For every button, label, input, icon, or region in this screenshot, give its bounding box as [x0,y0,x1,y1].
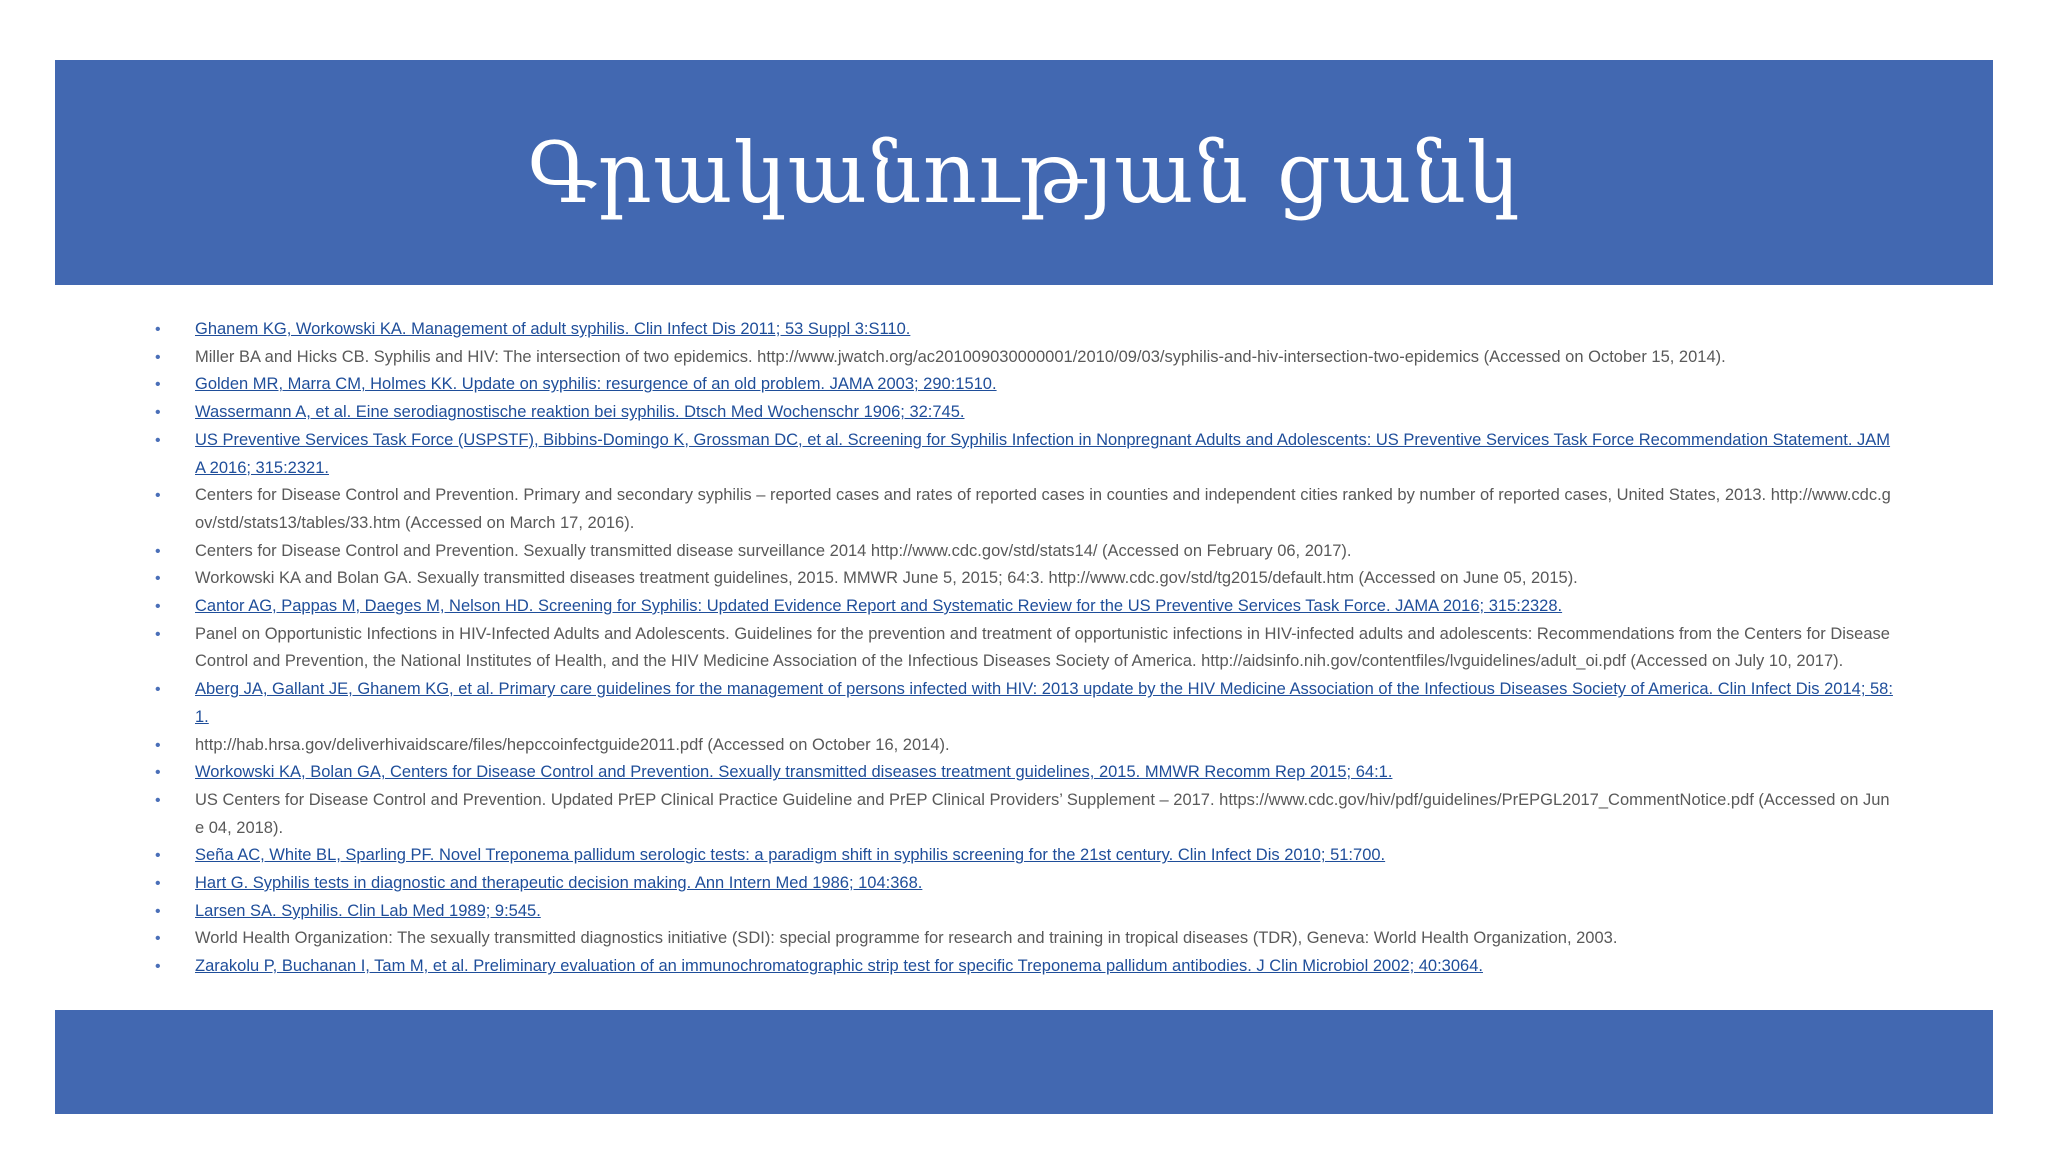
reference-link[interactable]: Ghanem KG, Workowski KA. Management of adult syphilis. Clin Infect Dis 2011; 53 Suppl 3:S110. [195,320,911,338]
bullet-icon: • [155,542,161,560]
bullet-icon: • [155,764,161,782]
reference-item [150,593,1895,621]
slide-title: Գրականության ցանկ [527,123,1521,222]
bullet-icon: • [155,625,161,643]
reference-text: http://hab.hrsa.gov/deliverhivaidscare/files/hepccoinfectguide2011.pdf (Accessed on October 16, 2014). [195,735,950,754]
reference-item [150,316,1895,344]
bullet-icon: • [155,348,161,366]
bullet-icon: • [155,487,161,505]
bullet-icon: • [155,681,161,699]
bullet-icon: • [155,791,161,809]
reference-item [150,399,1895,427]
reference-item [150,565,1895,593]
reference-text: Panel on Opportunistic Infections in HIV-Infected Adults and Adolescents. Guidelines for the prevention and treatment of opportunistic infections in HIV-infected adults and adolescents: Recommendations from the Centers for Disease Control and Prevention, the National Institutes of Health, and the HIV Medicine Association of the Infectious Diseases Society of America. http://aidsinfo.nih.gov/contentfiles/lvguidelines/adult_oi.pdf (Accessed on July 10, 2017). [195,624,1890,671]
reference-link[interactable]: Zarakolu P, Buchanan I, Tam M, et al. Preliminary evaluation of an immunochromatographic strip test for specific Treponema pallidum antibodies. J Clin Microbiol 2002; 40:3064. [195,957,1483,976]
reference-link[interactable]: Cantor AG, Pappas M, Daeges M, Nelson HD. Screening for Syphilis: Updated Evidence Report and Systematic Review for the US Preventive Services Task Force. JAMA 2016; 315:2328. [195,597,1563,616]
reference-item [150,787,1895,842]
bullet-icon: • [155,404,161,422]
bullet-icon: • [155,376,161,394]
reference-text: World Health Organization: The sexually transmitted diagnostics initiative (SDI): special programme for research and training in tropical diseases (TDR), Geneva: World Health Organization, 2003. [195,929,1618,948]
reference-item [150,925,1895,953]
reference-item [150,482,1895,537]
reference-text: US Centers for Disease Control and Prevention. Updated PrEP Clinical Practice Guideline and PrEP Clinical Providers’ Supplement – 2017. https://www.cdc.gov/hiv/pdf/guidelines/PrEPGL2017_CommentNotice.pdf (Accessed on June 04, 2018). [195,790,1890,837]
bullet-icon: • [155,930,161,948]
bullet-icon: • [155,431,161,449]
reference-item [150,621,1895,676]
reference-link[interactable]: Larsen SA. Syphilis. Clin Lab Med 1989; 9:545. [195,901,541,920]
bullet-icon: • [155,902,161,920]
bullet-icon: • [155,958,161,976]
reference-text: Centers for Disease Control and Prevention. Primary and secondary syphilis – reported cases and rates of reported cases in counties and independent cities ranked by number of reported cases, United States, 2013. http://www.cdc.gov/std/stats13/tables/33.htm (Accessed on March 17, 2016). [195,486,1891,532]
reference-list [150,316,1895,981]
footer-band [55,1010,1993,1114]
reference-link[interactable]: US Preventive Services Task Force (USPSTF), Bibbins-Domingo K, Grossman DC, et al. Screening for Syphilis Infection in Nonpregnant Adults and Adolescents: US Preventive Services Task Force Recommendation Statement. JAMA 2016; 315:2321. [195,430,1891,477]
reference-item [150,538,1895,566]
reference-item [150,842,1895,870]
bullet-icon: • [155,570,161,588]
reference-link[interactable]: Workowski KA, Bolan GA, Centers for Disease Control and Prevention. Sexually transmitted diseases treatment guidelines, 2015. MMWR Recomm Rep 2015; 64:1. [195,763,1393,782]
reference-link[interactable]: Golden MR, Marra CM, Holmes KK. Update on syphilis: resurgence of an old problem. JAMA 2003; 290:1510. [195,375,997,394]
title-band [55,60,1993,285]
reference-item [150,344,1895,372]
reference-item [150,427,1895,482]
reference-item [150,732,1895,760]
reference-link[interactable]: Wassermann A, et al. Eine serodiagnostische reaktion bei syphilis. Dtsch Med Wochenschr 1906; 32:745. [195,403,965,422]
reference-item [150,676,1895,731]
reference-item [150,953,1895,981]
reference-link[interactable]: Seña AC, White BL, Sparling PF. Novel Treponema pallidum serologic tests: a paradigm shift in syphilis screening for the 21st century. Clin Infect Dis 2010; 51:700. [195,846,1386,865]
bullet-icon: • [155,847,161,865]
bullet-icon: • [155,321,161,338]
bullet-icon: • [155,875,161,893]
reference-link[interactable]: Aberg JA, Gallant JE, Ghanem KG, et al. Primary care guidelines for the management of persons infected with HIV: 2013 update by the HIV Medicine Association of the Infectious Diseases Society of America. Clin Infect Dis 2014; 58:1. [195,680,1893,726]
reference-text: Workowski KA and Bolan GA. Sexually transmitted diseases treatment guidelines, 2015. MMWR June 5, 2015; 64:3. http://www.cdc.gov/std/tg2015/default.htm (Accessed on June 05, 2015). [195,569,1578,588]
reference-text: Centers for Disease Control and Prevention. Sexually transmitted disease surveillance 2014 http://www.cdc.gov/std/stats14/ (Accessed on February 06, 2017). [195,541,1352,560]
reference-link[interactable]: Hart G. Syphilis tests in diagnostic and therapeutic decision making. Ann Intern Med 1986; 104:368. [195,874,923,893]
reference-item [150,371,1895,399]
reference-item [150,759,1895,787]
bullet-icon: • [155,598,161,616]
bullet-icon: • [155,736,161,754]
reference-item [150,898,1895,926]
reference-item [150,870,1895,898]
reference-text: Miller BA and Hicks CB. Syphilis and HIV: The intersection of two epidemics. http://www.jwatch.org/ac201009030000001/2010/09/03/syphilis-and-hiv-intersection-two-epidemics (Accessed on October 15, 2014). [195,347,1726,366]
